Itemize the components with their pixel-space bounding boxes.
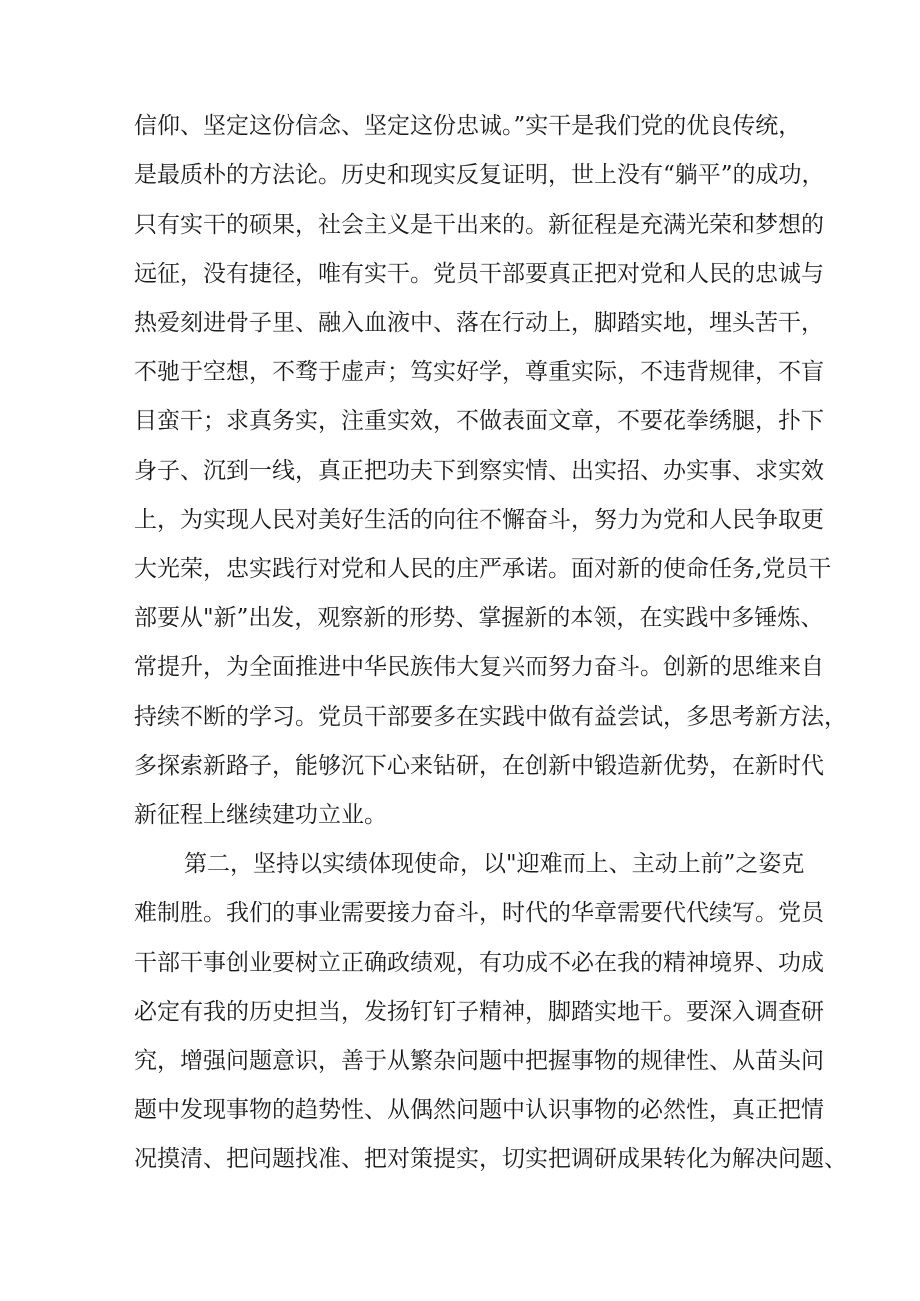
text-line: 多探索新路子，能够沉下心来钻研，在创新中锻造新优势，在新时代 <box>134 753 824 779</box>
text-line: 必定有我的历史担当，发扬钉钉子精神，脚踏实地干。要深入调查研 <box>134 999 824 1025</box>
text-line: 题中发现事物的趋势性、从偶然问题中认识事物的必然性，真正把情 <box>134 1097 824 1123</box>
text-line: 大光荣，忠实践行对党和人民的庄严承诺。面对新的使命任务,党员干 <box>134 556 832 582</box>
text-line: 新征程上继续建功立业。 <box>134 802 387 828</box>
text-line: 信仰、坚定这份信念、坚定这份忠诚。”实干是我们党的优良传统， <box>134 113 802 139</box>
text-line: 身子、沉到一线，真正把功夫下到察实情、出实招、办实事、求实效 <box>134 458 824 484</box>
text-line: 是最质朴的方法论。历史和现实反复证明，世上没有“躺平”的成功， <box>134 162 825 188</box>
text-line: 部要从"新”出发，观察新的形势、掌握新的本领，在实践中多锤炼、 <box>134 605 824 631</box>
paragraph-first-line: 第二，坚持以实绩体现使命，以"迎难而上、主动上前”之姿克 <box>184 851 805 877</box>
text-line: 只有实干的硕果，社会主义是干出来的。新征程是充满光荣和梦想的 <box>134 212 824 238</box>
text-line: 远征，没有捷径，唯有实干。党员干部要真正把对党和人民的忠诚与 <box>134 261 824 287</box>
text-line: 目蛮干；求真务实，注重实效，不做表面文章，不要花拳绣腿，扑下 <box>134 408 824 434</box>
text-line: 难制胜。我们的事业需要接力奋斗，时代的华章需要代代续写。党员 <box>134 900 824 926</box>
text-line: 干部干事创业要树立正确政绩观，有功成不必在我的精神境界、功成 <box>134 950 824 976</box>
text-line: 热爱刻进骨子里、融入血液中、落在行动上，脚踏实地，埋头苦干， <box>134 310 824 336</box>
text-line: 况摸清、把问题找准、把对策提实，切实把调研成果转化为解决问题、 <box>134 1146 847 1172</box>
text-line: 不驰于空想，不骛于虚声；笃实好学，尊重实际，不违背规律，不盲 <box>134 359 824 385</box>
text-line: 常提升，为全面推进中华民族伟大复兴而努力奋斗。创新的思维来自 <box>134 654 824 680</box>
text-line: 上，为实现人民对美好生活的向往不懈奋斗，努力为党和人民争取更 <box>134 507 824 533</box>
text-line: 究，增强问题意识，善于从繁杂问题中把握事物的规律性、从苗头问 <box>134 1048 824 1074</box>
text-line: 持续不断的学习。党员干部要多在实践中做有益尝试，多思考新方法， <box>134 704 847 730</box>
